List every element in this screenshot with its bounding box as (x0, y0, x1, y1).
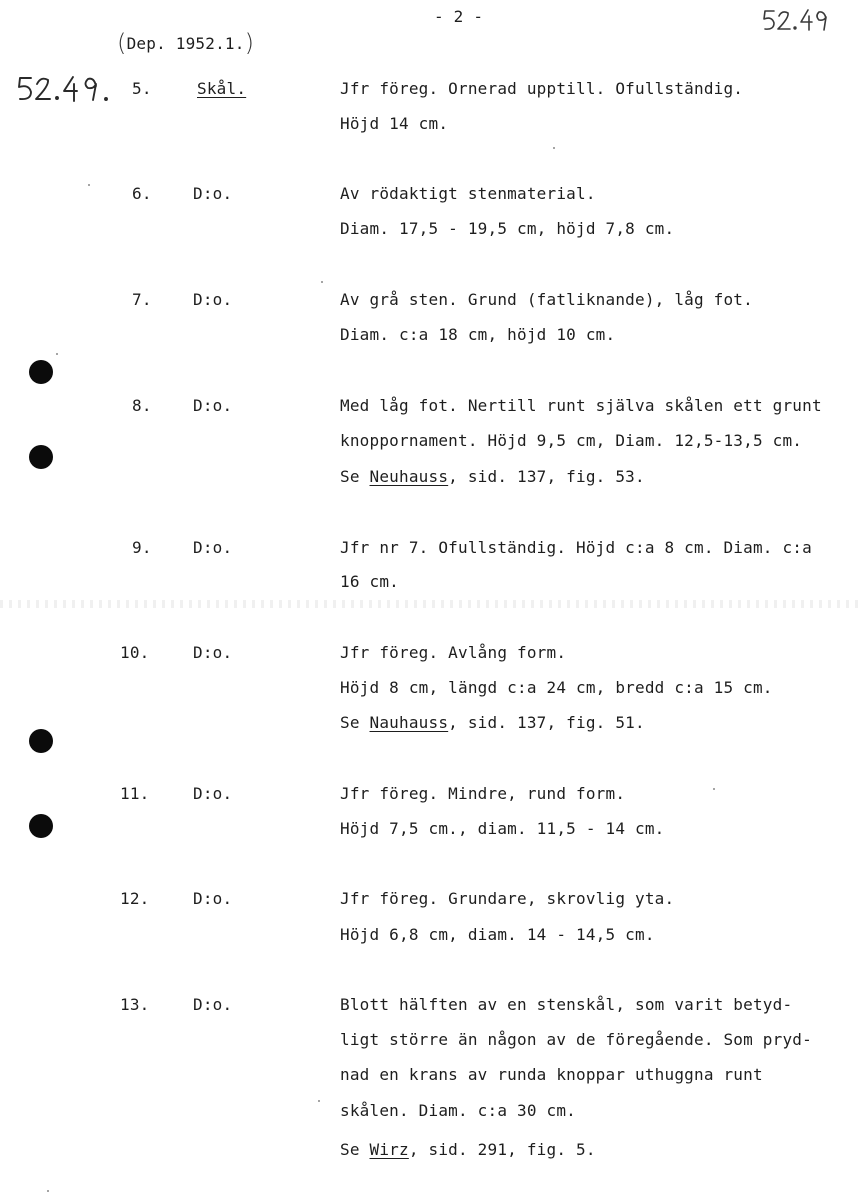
punch-hole (29, 729, 53, 753)
scan-speck (321, 281, 323, 283)
entry-line: Jfr föreg. Grundare, skrovlig yta. (340, 889, 675, 908)
entry-number: 11. (120, 784, 150, 803)
reference-line (340, 468, 645, 486)
entry-number: 9. (132, 538, 152, 557)
entry-type: D:o. (193, 396, 233, 415)
reference-line (340, 714, 645, 732)
scan-speck (88, 184, 90, 186)
entry-number: 5. (132, 79, 152, 98)
reference-prefix: Se (340, 467, 370, 486)
reference-detail: , sid. 291, fig. 5. (408, 1140, 596, 1159)
page-number: - 2 - (434, 7, 484, 26)
entry-type: D:o. (193, 889, 233, 908)
entry-line: ligt större än någon av de föregående. Som pryd- (340, 1030, 812, 1049)
entry-line: 16 cm. (340, 572, 399, 591)
deposit-text: Dep. 1952.1. (126, 34, 245, 53)
scan-speck (56, 353, 58, 355)
reference-line (340, 1141, 596, 1159)
entry-line: Höjd 7,5 cm., diam. 11,5 - 14 cm. (340, 819, 665, 838)
reference-author: Neuhauss (369, 467, 449, 486)
deposit-reference (117, 29, 255, 57)
entry-type: D:o. (193, 184, 233, 203)
entry-line: nad en krans av runda knoppar uthuggna runt (340, 1065, 763, 1084)
entry-line: Diam. 17,5 - 19,5 cm, höjd 7,8 cm. (340, 219, 675, 238)
entry-number: 8. (132, 396, 152, 415)
entry-number: 7. (132, 290, 152, 309)
entry-number: 13. (120, 995, 150, 1014)
entry-line: Diam. c:a 18 cm, höjd 10 cm. (340, 325, 616, 344)
entry-number: 6. (132, 184, 152, 203)
entry-line: Höjd 14 cm. (340, 114, 449, 133)
entry-type: D:o. (193, 784, 233, 803)
punch-hole (29, 814, 53, 838)
entry-type: D:o. (193, 290, 233, 309)
entry-number: 10. (120, 643, 150, 662)
entry-type: Skål. (197, 79, 247, 98)
reference-detail: , sid. 137, fig. 53. (448, 467, 645, 486)
entry-line: Jfr nr 7. Ofullständig. Höjd c:a 8 cm. Diam. c:a (340, 538, 812, 557)
scan-speck (713, 788, 715, 790)
entry-type: D:o. (193, 643, 233, 662)
entry-line: skålen. Diam. c:a 30 cm. (340, 1101, 576, 1120)
entry-line: Av grå sten. Grund (fatliknande), låg fot. (340, 290, 753, 309)
reference-author: Nauhauss (369, 713, 449, 732)
reference-author: Wirz (369, 1140, 409, 1159)
close-paren-handwritten: ) (244, 29, 255, 57)
entry-line: Jfr föreg. Avlång form. (340, 643, 567, 662)
entry-type: D:o. (193, 995, 233, 1014)
punch-hole (29, 360, 53, 384)
handwritten-accession-number (762, 8, 838, 34)
entry-number: 12. (120, 889, 150, 908)
open-paren-handwritten: ( (117, 29, 127, 57)
entry-type: D:o. (193, 538, 233, 557)
entry-line: Jfr föreg. Ornerad upptill. Ofullständig. (340, 79, 744, 98)
scan-speck (553, 147, 555, 149)
entry-line: Blott hälften av en stenskål, som varit betyd- (340, 995, 793, 1014)
entry-line: knoppornament. Höjd 9,5 cm, Diam. 12,5-13,5 cm. (340, 431, 803, 450)
scan-artifact-band (0, 600, 858, 608)
entry-line: Höjd 6,8 cm, diam. 14 - 14,5 cm. (340, 925, 655, 944)
entry-line: Med låg fot. Nertill runt själva skålen ett grunt (340, 396, 822, 415)
entry-line: Av rödaktigt stenmaterial. (340, 184, 596, 203)
punch-hole (29, 445, 53, 469)
entry-line: Höjd 8 cm, längd c:a 24 cm, bredd c:a 15 cm. (340, 678, 773, 697)
scan-speck (47, 1190, 49, 1192)
scan-speck (318, 1100, 320, 1102)
entry-line: Jfr föreg. Mindre, rund form. (340, 784, 626, 803)
handwritten-margin-number (16, 74, 120, 104)
reference-detail: , sid. 137, fig. 51. (448, 713, 645, 732)
reference-prefix: Se (340, 713, 370, 732)
reference-prefix: Se (340, 1140, 370, 1159)
